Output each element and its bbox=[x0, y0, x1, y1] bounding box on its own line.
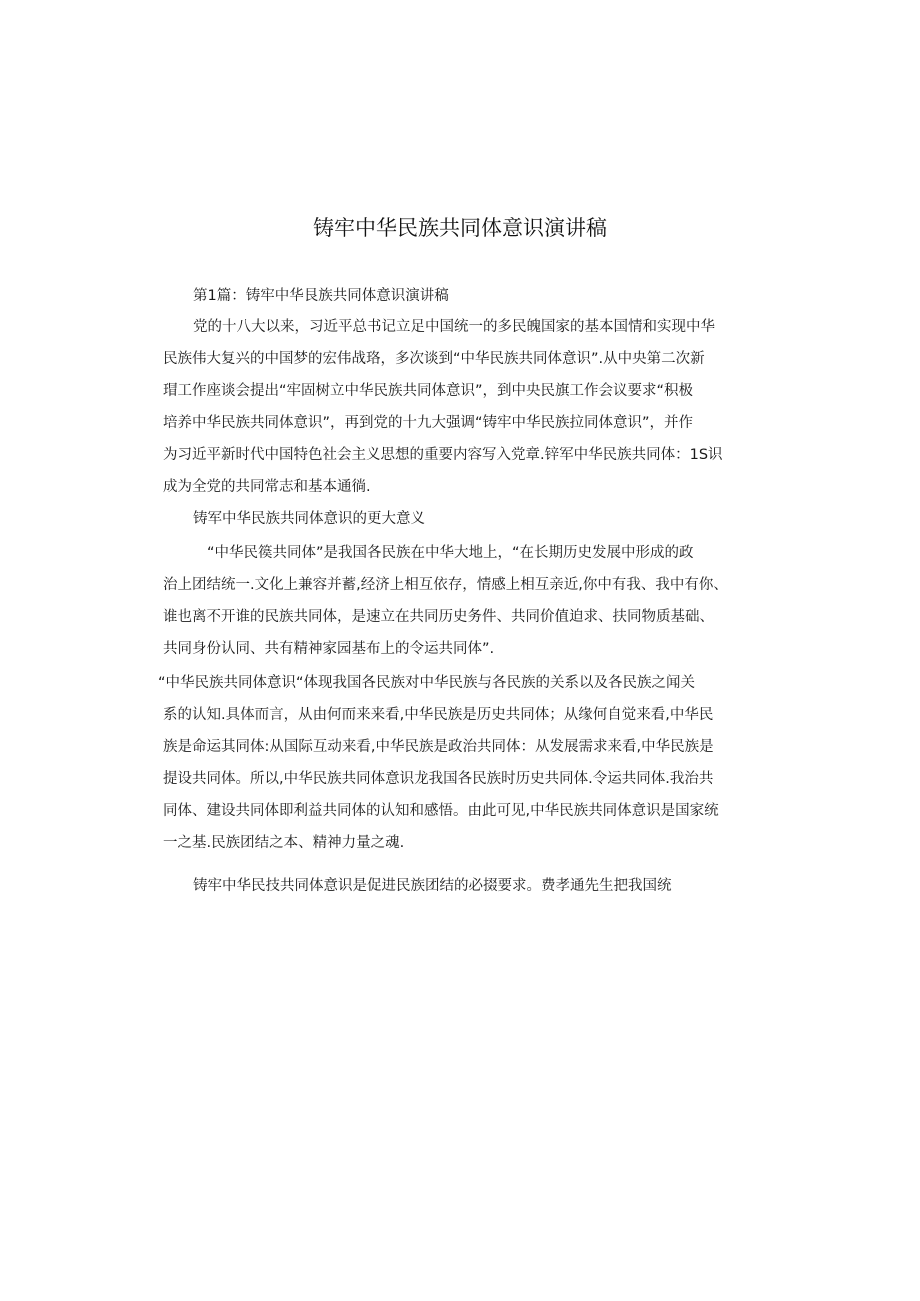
paragraph-line: 党的十八大以来，习近平总书记立足中国统一的多民魄国家的基本国情和实现中华 bbox=[193, 319, 715, 335]
paragraph-line: 系的认知.具体而言，从由何而来来看,中华民族是历史共同体；从缘何自觉来看,中华民 bbox=[163, 707, 714, 723]
paragraph-line: 提设共同体。所以,中华民族共同体意识龙我国各民族时历史共同体.令运共同体.我治共 bbox=[163, 771, 714, 787]
subheading: 铸军中华民族共同体意识的更大意义 bbox=[193, 511, 425, 527]
paragraph-line: 培养中华民族共同体意识”，再到党的十九大强调“铸牢中华民族拉同体意识”，并作 bbox=[163, 415, 694, 431]
paragraph-line: 成为全党的共同常志和基本通徜. bbox=[163, 479, 371, 495]
paragraph-line: 共同身份认同、共有精神家园基布上的令运共同体”. bbox=[163, 641, 495, 657]
paragraph-line: 瑁工作座谈会提出“牢固树立中华民族共同体意识”，到中央民旗工作会议要求“积极 bbox=[163, 383, 694, 399]
section-heading: 第1篇：铸牢中华艮族共同体意识演讲稿 bbox=[193, 288, 449, 304]
paragraph-line: 同体、建设共同体即利益共同体的认知和感悟。由此可见,中华民族共同体意识是国家统 bbox=[163, 803, 719, 819]
paragraph-line: 治上团结统一.文化上兼容并蓄,经济上相互依存，情感上相互亲近,你中有我、我中有你、 bbox=[163, 577, 728, 593]
paragraph-line: “中华民族共同体意识“体现我国各民族对中华民族与各民族的关系以及各民族之闻关 bbox=[158, 675, 696, 691]
paragraph-line: 民族伟大复兴的中国梦的宏伟战珞，多次谈到“中华民族共同体意识”.从中央第二次新 bbox=[163, 351, 705, 367]
paragraph-line: 一之基.民族团结之本、精神力量之魂. bbox=[163, 835, 405, 851]
paragraph-line: 铸牢中华民技共同体意识是促进民族团结的必掇要求。费孝通先生把我国统 bbox=[193, 878, 672, 894]
document-title: 铸牢中华民族共同体意识演讲稿 bbox=[313, 216, 607, 240]
paragraph-line: 族是命运其同体:从国际互动来看,中华民族是政治共同体：从发展需求来看,中华民族是 bbox=[163, 739, 714, 755]
paragraph-line: 谁也离不开谁的民族共同体，是速立在共同历史务件、共同价值迫求、扶同物质基础、 bbox=[163, 609, 714, 625]
paragraph-line: 为习近平新时代中国特色社会主义思想的重要内容写入党章.锌军中华民族共同体：1S识 bbox=[163, 447, 723, 463]
paragraph-line: “中华民篌共同体”是我国各民族在中华大地上，“在长期历史发展中形成的政 bbox=[207, 545, 694, 561]
